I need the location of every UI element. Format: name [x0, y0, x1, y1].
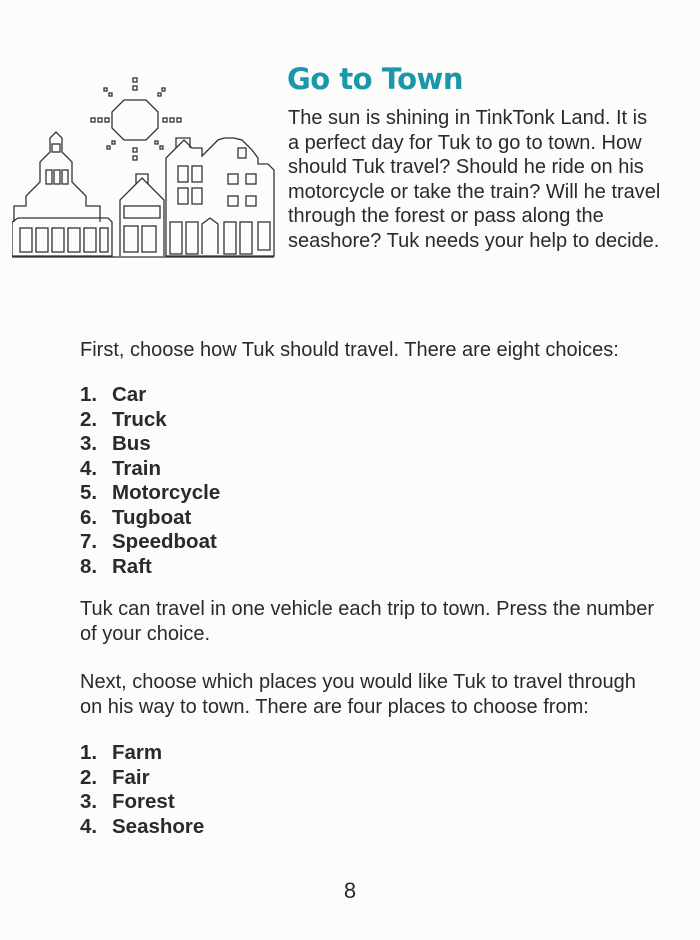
choice-label: Farm	[112, 741, 163, 764]
list-item	[80, 555, 220, 580]
intro-paragraph: The sun is shining in TinkTonk Land. It is a perfect day for Tuk to go to town. How should Tuk travel? Should he ride on his motorcycle or take the train? Will he travel through the forest or pass along the seashore? Tuk needs your help to decide.	[288, 107, 661, 252]
choice-label: Tugboat	[112, 505, 192, 529]
vehicle-note: Tuk can travel in one vehicle each trip to town. Press the number of your choice.	[80, 598, 654, 645]
choice-label: Seashore	[112, 814, 205, 838]
choice-number: 2.	[80, 407, 98, 431]
list-item	[80, 790, 204, 815]
choice-label: Truck	[112, 407, 167, 431]
choice-label: Forest	[112, 790, 175, 813]
list-item	[80, 481, 220, 506]
list-item	[80, 457, 220, 482]
choice-label: Motorcycle	[112, 481, 221, 504]
choice-label: Raft	[112, 554, 152, 578]
list-item	[80, 741, 204, 766]
list-item	[80, 408, 220, 433]
choice-label: Speedboat	[112, 530, 217, 553]
choice-number: 1.	[80, 383, 98, 406]
choice-label: Fair	[112, 765, 150, 789]
left-building-icon	[12, 132, 112, 256]
list-item	[80, 766, 204, 791]
choice-label: Car	[112, 383, 147, 406]
places-intro: Next, choose which places you would like Tuk to travel through on his way to town. There are four places to choose from:	[80, 671, 636, 718]
choice-number: 3.	[80, 432, 98, 455]
middle-building-icon	[120, 174, 164, 256]
list-item	[80, 530, 220, 555]
choice-number: 5.	[80, 481, 98, 504]
choice-number: 3.	[80, 790, 98, 813]
town-sun-illustration	[12, 74, 280, 260]
choice-label: Bus	[112, 432, 151, 455]
list-item	[80, 383, 220, 408]
vehicle-choices-list	[80, 383, 220, 579]
list-item	[80, 815, 204, 840]
choice-number: 8.	[80, 554, 98, 578]
choice-number: 7.	[80, 530, 98, 553]
sun-icon	[91, 78, 181, 160]
page-title: Go to Town	[287, 62, 463, 96]
choice-number: 6.	[80, 505, 98, 529]
choice-number: 1.	[80, 741, 98, 764]
page-number: 8	[343, 878, 357, 903]
list-item	[80, 506, 220, 531]
right-buildings-icon	[166, 138, 274, 256]
choice-label: Train	[112, 456, 161, 480]
choice-number: 4.	[80, 456, 98, 480]
choice-number: 4.	[80, 814, 98, 838]
vehicles-intro: First, choose how Tuk should travel. There are eight choices:	[80, 339, 619, 361]
place-choices-list	[80, 741, 204, 839]
list-item	[80, 432, 220, 457]
choice-number: 2.	[80, 765, 98, 789]
